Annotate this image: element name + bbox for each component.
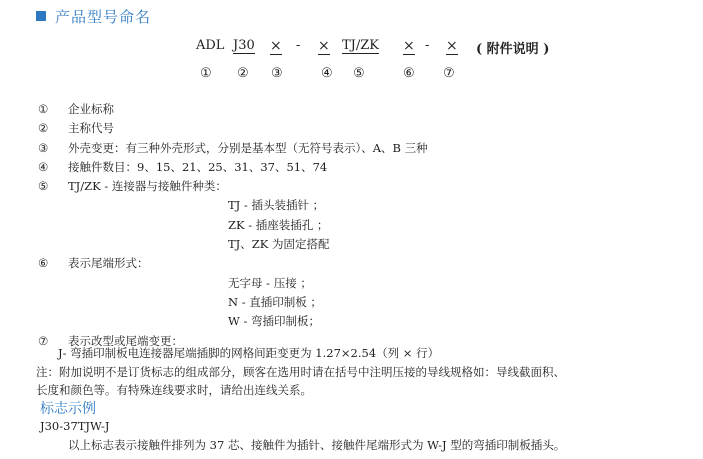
item-number: ④ <box>38 159 49 174</box>
code-part-variant: × <box>446 38 458 54</box>
subitem-text: N - 直插印制板 ； <box>228 294 322 309</box>
marker-4: ④ <box>321 66 333 81</box>
subitem-text: TJ、ZK 为固定搭配 <box>228 237 330 252</box>
code-dash-2: - <box>425 38 430 53</box>
subitem-text: TJ - 插头装插针 ； <box>228 198 325 213</box>
example-code: J30-37TJW-J <box>40 419 110 433</box>
item-number: ① <box>38 102 49 116</box>
model-code <box>0 38 703 58</box>
note-line-1: 注：附加说明不是订货标志的组成部分，顾客在选用时请在括号中注明压接的导线规格如：导线截面积、 <box>36 365 565 379</box>
item-number: ⑥ <box>38 256 49 271</box>
marker-1: ① <box>200 66 212 81</box>
item-text: 接触件数目：9、15、21、25、31、37、51、74 <box>68 159 328 174</box>
item-text: TJ/ZK - 连接器与接触件种类： <box>68 179 227 194</box>
code-part-count: × <box>318 38 330 54</box>
code-part-main: J30 <box>233 38 255 53</box>
code-part-note: ( 附件说明 ) <box>476 42 550 57</box>
example-title: 标志示例 <box>40 401 96 417</box>
item-text: 表示改型或尾端变更： <box>68 333 183 348</box>
j-variant-note: J- 弯插印制板电连接器尾端插脚的网格间距变更为 1.27×2.54（列 × 行） <box>58 346 440 360</box>
subitem-text: 无字母 - 压接 ； <box>228 275 312 290</box>
subitem-text: W - 弯插印制板； <box>228 314 321 329</box>
code-part-tail: × <box>403 38 415 54</box>
code-part-type: TJ/ZK <box>342 38 380 53</box>
code-markers <box>0 66 703 86</box>
code-part-shell: × <box>270 38 282 54</box>
item-number: ③ <box>38 140 49 155</box>
section-heading <box>36 6 151 26</box>
code-dash-1: - <box>296 38 301 53</box>
code-part-company: ADL <box>196 38 225 53</box>
item-number: ⑦ <box>38 333 49 348</box>
marker-5: ⑤ <box>353 66 365 81</box>
item-text: 企业标称 <box>68 102 114 116</box>
marker-6: ⑥ <box>403 66 415 81</box>
subitem-text: ZK - 插座装插孔 ； <box>228 217 329 232</box>
square-bullet-icon <box>36 11 46 21</box>
item-text: 外壳变更：有三种外壳形式，分别是基本型（无符号表示）、A、B 三种 <box>68 140 428 155</box>
marker-2: ② <box>237 66 249 81</box>
item-number: ⑤ <box>38 179 49 194</box>
marker-3: ③ <box>271 66 283 81</box>
item-text: 表示尾端形式： <box>68 256 149 271</box>
section-title: 产品型号命名 <box>55 7 152 26</box>
marker-7: ⑦ <box>443 66 455 81</box>
note-line-2: 长度和颜色等。有特殊连线要求时，请给出连线关系。 <box>36 383 312 397</box>
item-number: ② <box>38 121 49 136</box>
example-description: 以上标志表示接触件排列为 37 芯、接触件为插针、接触件尾端形式为 W-J 型的弯插印制板插头。 <box>68 438 566 452</box>
item-text: 主称代号 <box>68 121 114 136</box>
